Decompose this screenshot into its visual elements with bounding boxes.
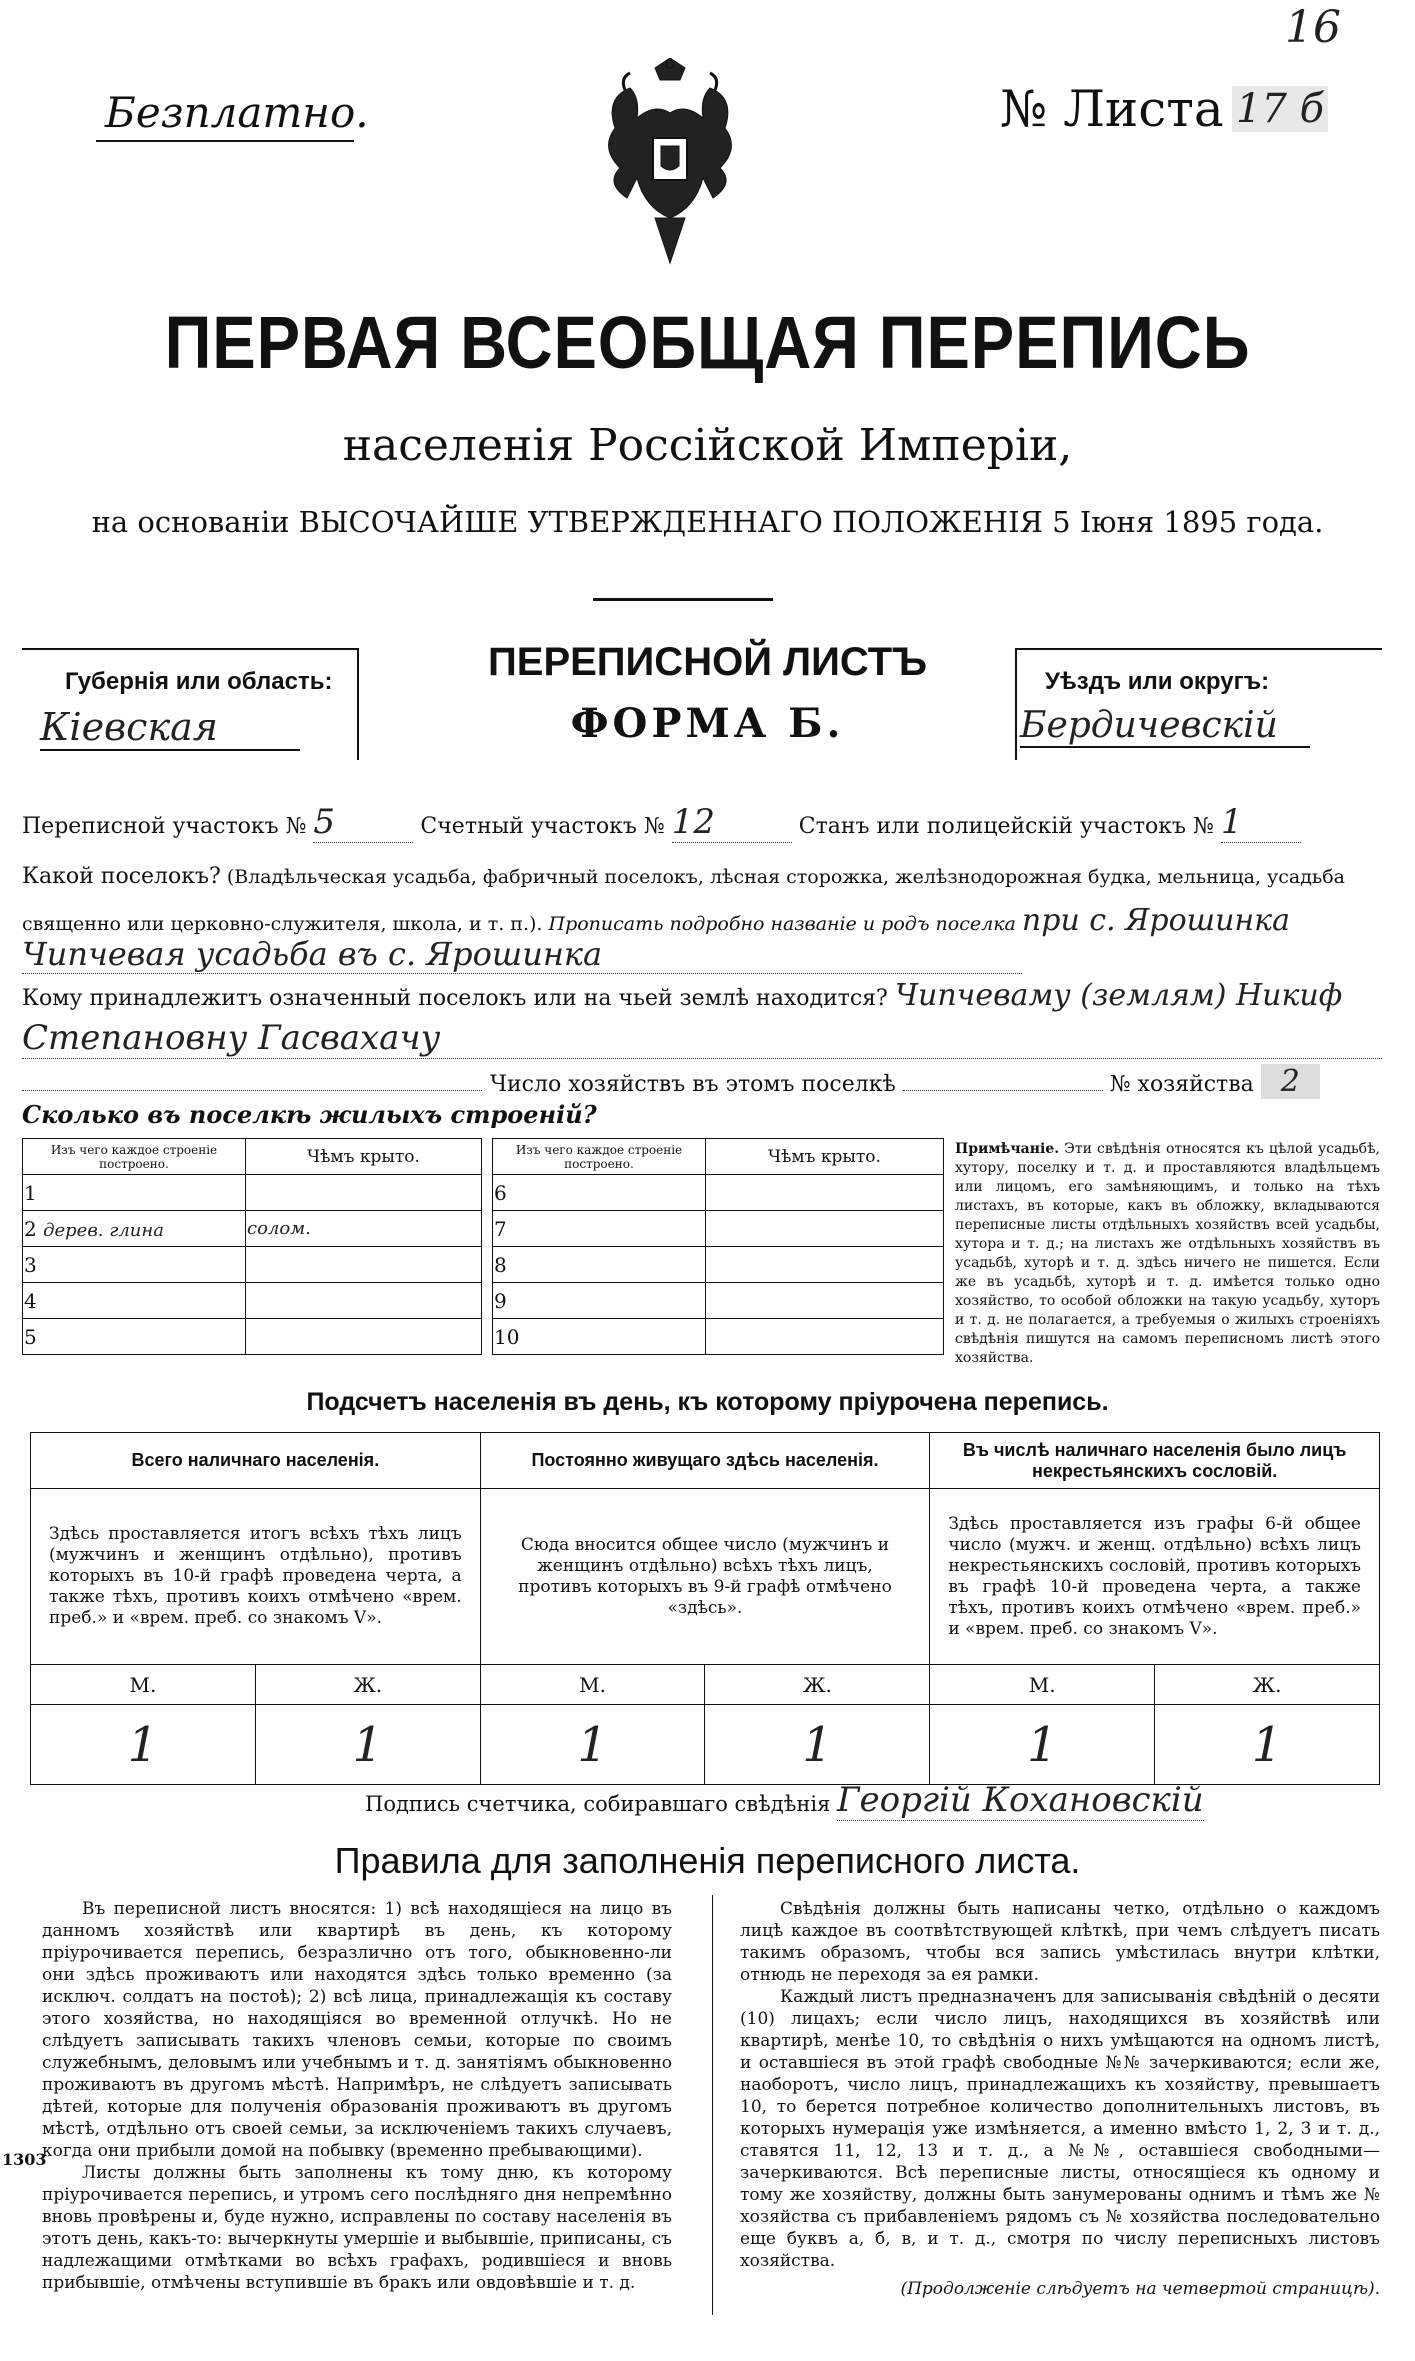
rules-continuation: (Продолженіе слѣдуетъ на четвертой страницѣ). bbox=[900, 2279, 1380, 2299]
census-district-label: Переписной участокъ № bbox=[22, 814, 307, 839]
rules-title: Правила для заполненія переписного листа. bbox=[334, 1840, 1081, 1881]
counting-district-value: 12 bbox=[672, 802, 792, 843]
households-line bbox=[490, 1064, 1320, 1099]
f-label: Ж. bbox=[705, 1665, 930, 1705]
owner-line bbox=[22, 978, 1342, 1013]
pop-nonpeasant-m: 1 bbox=[930, 1705, 1155, 1785]
camp-value: 1 bbox=[1221, 802, 1301, 843]
corner-number: 16 bbox=[1285, 2, 1341, 53]
signature-line bbox=[365, 1780, 1204, 1820]
signature-value: Георгій Кохановскій bbox=[837, 1780, 1204, 1820]
note-text: Эти свѣдѣнія относятся къ цѣлой усадьбѣ, хутору, поселку и т. д. и проставляются владѣльцемъ или лицомъ, его замѣняющимъ, и только на тѣхъ листахъ, въ которые, какъ въ обложку, вкладываются переписные листы отдѣльныхъ хозяйствъ всей усадьбы, хутора и т. д.; на листахъ же отдѣльныхъ хозяйствъ въ усадьбѣ, хуторѣ и т. д. здѣсь ничего не пишется. Если же въ усадьбѣ, хуторѣ и т. д. имѣется только одно хозяйство, то особой обложки на такую усадьбу, хуторъ и т. д. не полагается, а требуемыя о жилыхъ строеніяхъ свѣдѣнія пишутся на самомъ переписномъ листѣ этого хозяйства. bbox=[955, 1141, 1380, 1366]
side-number: 1303 bbox=[2, 2150, 47, 2169]
table-row: 2 дерев. глина bbox=[23, 1211, 246, 1247]
settlement-block bbox=[22, 855, 1372, 946]
pop-nonpeasant-f: 1 bbox=[1155, 1705, 1380, 1785]
sheet-number-value: 17 б bbox=[1232, 86, 1328, 132]
col-roof-header: Чѣмъ крыто. bbox=[246, 1139, 482, 1175]
double-headed-eagle-icon bbox=[595, 58, 745, 288]
rules-left-column bbox=[42, 1898, 672, 2294]
province-value: Кіевская bbox=[40, 705, 300, 751]
province-label: Губернія или область: bbox=[65, 668, 333, 695]
col-material-header: Изъ чего каждое строеніе построено. bbox=[493, 1139, 706, 1175]
population-col-1-header: Всего наличнаго населенія. bbox=[31, 1433, 481, 1489]
rules-right-p1: Свѣдѣнія должны быть написаны четко, отдѣльно о каждомъ лицѣ каждое въ соотвѣтствующей клѣткѣ, при чемъ слѣдуетъ писать такимъ образомъ, чтобы вся запись умѣстилась внутри клѣтки, отнюдь не переходя за ея рамки. bbox=[740, 1899, 1380, 1985]
population-col-3-desc: Здѣсь проставляется изъ графы 6-й общее число (мужч. и женщ. отдѣльно) всѣхъ лицъ некрестьянскихъ сословій, противъ которыхъ въ графѣ 10-й проведена черта, а также тѣхъ, противъ коихъ отмѣчено «врем. преб.» и «врем. преб. со знакомъ V». bbox=[930, 1489, 1380, 1665]
population-col-2-desc: Сюда вносится общее число (мужчинъ и женщинъ отдѣльно) всѣхъ тѣхъ лицъ, противъ которыхъ въ 9-й графѣ отмѣчено «здѣсь». bbox=[480, 1489, 930, 1665]
title-divider bbox=[593, 598, 773, 601]
pop-total-f: 1 bbox=[255, 1705, 480, 1785]
rules-right-column bbox=[740, 1898, 1380, 2300]
owner-label: Кому принадлежитъ означенный поселокъ или на чьей землѣ находится? bbox=[22, 986, 888, 1011]
m-label: М. bbox=[480, 1665, 705, 1705]
page-basis: на основаніи ВЫСОЧАЙШЕ УТВЕРЖДЕННАГО ПОЛОЖЕНІЯ 5 Іюня 1895 года. bbox=[91, 505, 1324, 539]
page-subtitle: населенія Россійской Имперіи, bbox=[342, 420, 1073, 471]
population-col-1-desc: Здѣсь проставляется итогъ всѣхъ тѣхъ лицъ (мужчинъ и женщинъ отдѣльно), противъ которыхъ въ 10-й графѣ проведена черта, а также тѣхъ, противъ коихъ отмѣчено «врем. преб.» и «врем. преб. со знакомъ V». bbox=[31, 1489, 481, 1665]
rules-right-p2: Каждый листъ предназначенъ для записыванія свѣдѣній о десяти (10) лицахъ; если число лицъ, находящихся въ хозяйствѣ или квартирѣ, менѣе 10, то свѣдѣнія о нихъ умѣщаются на одномъ листѣ, и оставшіеся въ этой графѣ свободные №№ зачеркиваются; если же, наоборотъ, число лицъ, принадлежащихъ къ хозяйству, превышаетъ 10, то берется потребное количество дополнительныхъ листовъ, въ которыхъ нумерація уже измѣняется, а именно вмѣсто 1, 2, 3 и т. д., ставятся 11, 12, 13 и т. д., а №№, оставшіеся свободными—зачеркиваются. Всѣ переписные листы, относящіеся къ одному и тому же хозяйству, должны быть занумерованы однимъ и тѣмъ же № хозяйства съ прибавленіемъ рядомъ съ № хозяйства последовательно еще буквъ а, б, в, и т. д., смотря по числу переписныхъ листовъ хозяйства. bbox=[740, 1987, 1380, 2271]
rules-divider bbox=[712, 1895, 713, 2315]
sheet-title: ПЕРЕПИСНОЙ ЛИСТЪ bbox=[488, 640, 927, 684]
sheet-number-label: № Листа bbox=[1000, 80, 1224, 138]
table-row: 7 bbox=[493, 1211, 706, 1247]
owner-value-1: Чипчеваму (землям) Никиф bbox=[894, 978, 1343, 1013]
counting-district-label: Счетный участокъ № bbox=[420, 814, 665, 839]
population-title: Подсчетъ населенія въ день, къ которому пріурочена перепись. bbox=[306, 1388, 1109, 1416]
district-label: Уѣздъ или округъ: bbox=[1045, 668, 1270, 695]
table-row: 4 bbox=[23, 1283, 246, 1319]
table-row: 5 bbox=[23, 1319, 246, 1355]
population-col-2-header: Постоянно живущаго здѣсь населенія. bbox=[480, 1433, 930, 1489]
rules-left-p2: Листы должны быть заполнены къ тому дню, къ которому пріурочивается перепись, и утромъ сего послѣдняго дня непремѣнно вновь провѣрены и, буде нужно, исправлены по составу населенія въ этотъ день, какъ-то: вычеркнуты умершіе и выбывшіе, приписаны, съ надлежащими отмѣтками во всѣхъ графахъ, родившіеся и вновь прибывшіе, отмѣчены вступившіе въ бракъ или овдовѣвшіе и т. д. bbox=[42, 2163, 672, 2293]
buildings-table-left: Изъ чего каждое строеніе построено. Чѣмъ крыто. 1 2 дерев. глина солом. 3 4 5 bbox=[22, 1138, 482, 1355]
page-title: ПЕРВАЯ ВСЕОБЩАЯ ПЕРЕПИСЬ bbox=[164, 301, 1251, 384]
rules-left-p1: Въ переписной листъ вносятся: 1) всѣ находящіеся на лицо въ данномъ хозяйствѣ или квартирѣ въ день, къ которому пріурочивается перепись, безразлично отъ того, обыкновенно-ли они здѣсь проживаютъ или находятся здѣсь только временно (за исключ. солдатъ на постоѣ); 2) всѣ лица, принадлежащія къ составу этого хозяйства, но находящіяся во временной отлучкѣ. Но не слѣдуетъ записывать такихъ членовъ семьи, которые по своимъ служебнымъ, деловымъ или учебнымъ и т. д. занятіямъ обыкновенно проживаютъ въ другомъ мѣстѣ. Напримѣръ, не слѣдуетъ записывать дѣтей, которые для полученія образованія проживаютъ въ другомъ мѣстѣ, отдѣльно отъ своей семьи, за исключеніемъ такихъ случаевъ, когда они прибыли домой на побывку (временно пребывающими). bbox=[42, 1899, 672, 2161]
note-title: Примѣчаніе. bbox=[955, 1141, 1060, 1157]
col-roof-header: Чѣмъ крыто. bbox=[706, 1139, 944, 1175]
form-name: ФОРМА Б. bbox=[570, 700, 845, 747]
pop-permanent-f: 1 bbox=[705, 1705, 930, 1785]
col-material-header: Изъ чего каждое строеніе построено. bbox=[23, 1139, 246, 1175]
f-label: Ж. bbox=[255, 1665, 480, 1705]
pop-total-m: 1 bbox=[31, 1705, 256, 1785]
f-label: Ж. bbox=[1155, 1665, 1380, 1705]
m-label: М. bbox=[930, 1665, 1155, 1705]
free-label: Безплатно. bbox=[105, 88, 369, 137]
table-row: 9 bbox=[493, 1283, 706, 1319]
settlement-value-1: при с. Ярошинка bbox=[1021, 903, 1290, 938]
table-row: 3 bbox=[23, 1247, 246, 1283]
settlement-hint: (Владѣльческая усадьба, фабричный поселокъ, лѣсная сторожка, желѣзнодорожная будка, мельница, усадьба священно или церковно-служителя, школа, и т. п.). bbox=[22, 866, 1346, 935]
settlement-label: Какой поселокъ? bbox=[22, 864, 221, 889]
table-row: 1 bbox=[23, 1175, 246, 1211]
m-label: М. bbox=[31, 1665, 256, 1705]
settlement-instruction: Прописать подробно названіе и родъ поселка bbox=[548, 913, 1016, 935]
household-no-label: № хозяйства bbox=[1109, 1072, 1254, 1097]
settlement-value-2: Чипчевая усадьба въ с. Ярошинка bbox=[22, 935, 1022, 974]
owner-value-2: Степановну Гасвахачу bbox=[22, 1018, 1382, 1059]
census-district-value: 5 bbox=[313, 802, 413, 843]
population-table bbox=[30, 1432, 1380, 1785]
signature-label: Подпись счетчика, собиравшаго свѣдѣнія bbox=[365, 1792, 831, 1816]
buildings-table-right bbox=[492, 1138, 944, 1355]
district-line bbox=[22, 802, 1301, 843]
free-underline bbox=[96, 140, 354, 142]
buildings-label: Сколько въ поселкѣ жилыхъ строеній? bbox=[22, 1100, 597, 1129]
pop-permanent-m: 1 bbox=[480, 1705, 705, 1785]
note-block bbox=[955, 1140, 1380, 1368]
camp-label: Станъ или полицейскій участокъ № bbox=[798, 814, 1214, 839]
households-label: Число хозяйствъ въ этомъ поселкѣ bbox=[490, 1072, 896, 1097]
district-value: Бердичевскій bbox=[1020, 705, 1310, 748]
household-no-value: 2 bbox=[1261, 1064, 1320, 1099]
table-row: 8 bbox=[493, 1247, 706, 1283]
population-col-3-header: Въ числѣ наличнаго населенія было лицъ некрестьянскихъ сословій. bbox=[930, 1433, 1380, 1489]
table-row: 6 bbox=[493, 1175, 706, 1211]
table-row: 10 bbox=[493, 1319, 706, 1355]
